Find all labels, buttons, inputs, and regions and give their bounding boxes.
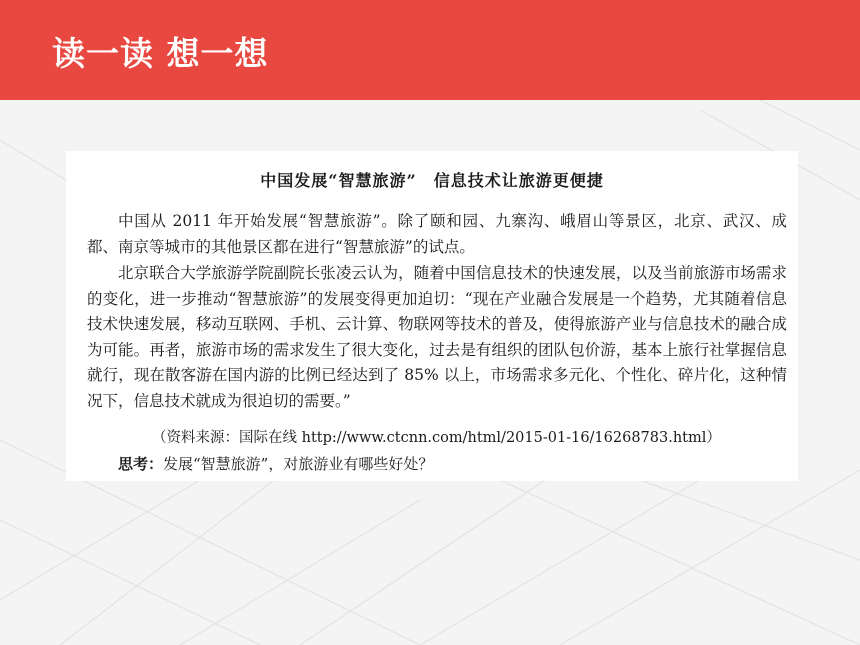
passage-title: 中国发展“智慧旅游” 信息技术让旅游更便捷 <box>260 171 604 190</box>
passage-paragraph-1: 中国从 2011 年开始发展“智慧旅游”。除了颐和园、九寨沟、峨眉山等景区，北京、武汉、成都、南京等城市的其他景区都在进行“智慧旅游”的试点。 <box>87 212 787 256</box>
header-bar <box>0 0 860 100</box>
page-title: 读一读 想一想 <box>52 34 269 73</box>
think-label: 思考： <box>118 455 164 473</box>
think-question <box>118 453 778 475</box>
source-citation: （资料来源：国际在线 http://www.ctcnn.com/html/2015-01-16/16268783.html） <box>152 430 721 446</box>
think-question-text: 发展“智慧旅游”，对旅游业有哪些好处？ <box>163 455 434 473</box>
reading-passage <box>66 151 798 481</box>
passage-paragraph-2: 北京联合大学旅游学院副院长张凌云认为，随着中国信息技术的快速发展，以及当前旅游市场需求的变化，进一步推动“智慧旅游”的发展变得更加迫切：“现在产业融合发展是一个趋势，尤其随着信息技术快速发展，移动互联网、手机、云计算、物联网等技术的普及，使得旅游产业与信息技术的融合成为可能。再者，旅游市场的需求发生了很大变化，过去是有组织的团队包价游，基本上旅行社掌握信息就行，现在散客游在国内游的比例已经达到了 85% 以上，市场需求多元化、个性化、碎片化，这种情况下，信息技术就成为很迫切的需要。” <box>87 264 787 410</box>
